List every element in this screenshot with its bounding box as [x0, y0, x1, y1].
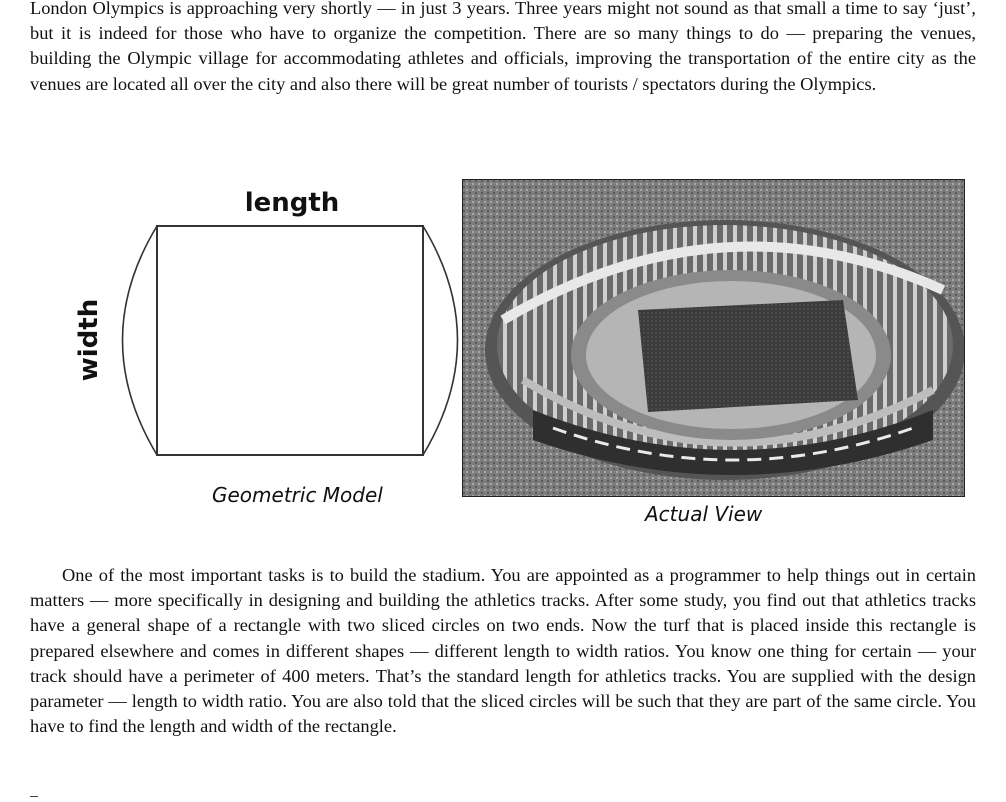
intro-paragraph: London Olympics is approaching very shortly — in just 3 years. Three years might not sound as that small a time to say ‘just’, but it is indeed for those who have to organize the competition. There are so many things to do — preparing the venues, building the Olympic village for accommodating athletes and officials, improving the transportation of the entire city as the venues are located all over the city and also there will be great number of tourists / spectators during the Olympics.	[30, 0, 976, 94]
length-label: length	[244, 188, 340, 218]
width-label: width	[74, 298, 104, 382]
task-paragraph: One of the most important tasks is to build the stadium. You are appointed as a programmer to help things out in certain matters — more specifically in designing and building the athletics tracks. After some study, you find out that athletics tracks have a general shape of a rectangle with two sliced circles on two ends. Now the turf that is placed inside this rectangle is prepared elsewhere and comes in different shapes — different length to width ratios. You know one thing for certain — your track should have a perimeter of 400 meters. That’s the standard length for athletics tracks. You are supplied with the design parameter — length to width ratio. You are also told that the sliced circles will be such that they are part of the same circle. You have to find the length and width of the rectangle.	[30, 565, 976, 737]
left-arc	[123, 226, 158, 455]
geometric-model-diagram	[70, 178, 470, 478]
actual-view-caption: Actual View	[645, 502, 763, 526]
geometric-model-caption: Geometric Model	[212, 483, 383, 507]
right-arc	[423, 226, 458, 455]
page-continuation-mark	[30, 796, 38, 802]
track-rectangle	[157, 226, 423, 455]
stadium-photo	[462, 179, 965, 497]
